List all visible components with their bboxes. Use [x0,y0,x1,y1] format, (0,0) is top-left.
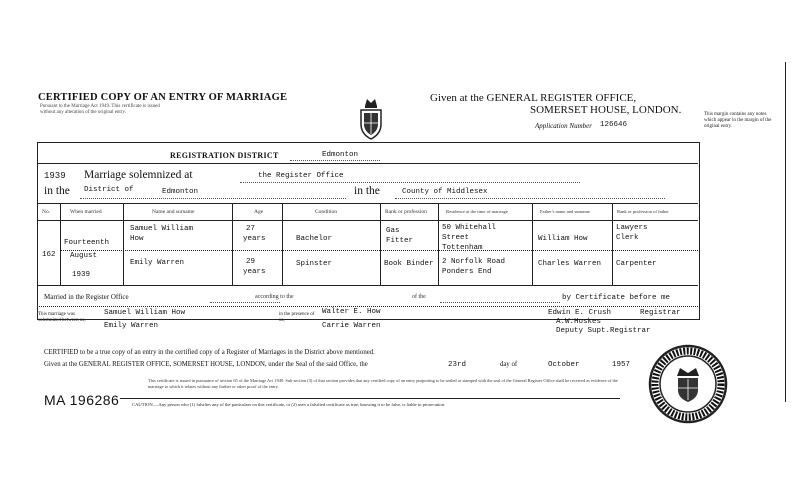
witness-2: Carrie Warren [322,322,381,330]
registration-district-value: Edmonton [322,151,359,159]
county-name: County of Middlesex [402,188,488,196]
bride-age-unit: years [243,268,266,276]
given-at-line1: Given at the GENERAL REGISTER OFFICE, [430,92,637,104]
col-header-no: No. [42,209,51,215]
registration-district-label: REGISTRATION DISTRICT [170,151,279,160]
caution-text: CAUTION.—Any person who (1) falsifies any of the particulars on this certificate, or (2) uses a falsified certificate as true, knowing it to be false, is liable to prosecution. [132,402,446,407]
col-header-name: Name and surname [152,209,195,215]
registrar-2-title: Deputy Supt.Registrar [556,327,651,335]
bride-residence-line2: Ponders End [442,268,492,276]
married-in: Married in the Register Office [44,293,129,301]
solemnized-label: Marriage solemnized at [84,169,193,181]
statutory-notice: Pursuant to the Marriage Act 1949. This certificate is issued without any alteration of the original entry. [40,104,160,115]
col-header-when-married: When married [70,209,102,215]
cert-year: 1957 [612,361,631,369]
col-header-condition: Condition [315,209,338,215]
bride-rank: Book Binder [384,260,434,268]
groom-residence-line3: Tottenham [442,244,483,252]
bride-name: Emily Warren [130,259,185,267]
witness-1: Walter E. How [322,308,381,316]
bride-residence-line1: 2 Norfolk Road [442,258,506,266]
certified-line: CERTIFIED to be a true copy of an entry in the certified copy of a Register of Marriages in the District above mentioned. [44,349,375,356]
cert-day: 23rd [448,361,467,369]
groom-residence-line2: Street [442,234,470,242]
groom-rank-line2: Fitter [386,237,414,245]
entry-number: 162 [42,251,56,259]
bride-age: 29 [246,258,256,266]
in-the-label: in the [44,185,70,197]
by-certificate: by Certificate before me [562,294,671,302]
cert-month: October [548,361,580,369]
groom-rank-line1: Gas [386,227,400,235]
bride-father-rank: Carpenter [616,260,657,268]
party-groom: Samuel William How [104,309,186,317]
col-header-father: Father's name and surname [540,209,590,214]
district-of-label: District of [84,186,134,194]
registrar-2: A.W.Hoskes [556,318,602,326]
given-under-seal: Given at the GENERAL REGISTER OFFICE, SOMERSET HOUSE, LONDON, under the Seal of the said Office, the [44,361,368,368]
date-year: 1939 [72,271,91,279]
groom-father-rank-line1: Lawyers [616,224,648,232]
groom-condition: Bachelor [296,235,333,243]
serial-number: MA 196286 [44,392,120,408]
between-label: This marriage was solemnized between us, [38,312,86,323]
registrar-1: Edwin E. Crush [548,309,612,317]
registrar-1-title: Registrar [640,309,681,317]
bride-condition: Spinster [296,260,333,268]
date-month: August [70,252,98,260]
party-bride: Emily Warren [104,322,159,330]
groom-age: 27 [246,225,256,233]
solemnized-place: the Register Office [258,172,344,180]
application-number: 126646 [600,121,628,129]
groom-father-rank-line2: Clerk [616,234,639,242]
marriage-year: 1939 [44,171,66,181]
col-header-father-rank: Rank or profession of father [617,209,669,214]
bride-father: Charles Warren [538,260,602,268]
of-the: of the [412,294,426,300]
col-header-residence: Residence at the time of marriage [446,209,508,214]
groom-name-line1: Samuel William [130,225,194,233]
in-the-label-2: in the [354,185,380,197]
certificate-title: CERTIFIED COPY OF AN ENTRY OF MARRIAGE [38,92,288,103]
according-to: according to the [255,294,294,300]
fine-print: This certificate is issued in pursuance of section 65 of the Marriage Act 1949. Sub-section (3) of that section provides that any certified copy of an entry purporting to be sealed or stamped with the seal of the General Register Office shall be received as evidence of the marriage to which it relates without any further or other proof of the entry. [148,378,618,389]
cert-day-of: day of [500,361,518,368]
groom-father: William How [538,235,588,243]
groom-residence-line1: 50 Whitehall [442,224,497,232]
royal-crest-icon [356,96,386,142]
district-name: Edmonton [162,188,199,196]
groom-age-unit: years [243,235,266,243]
col-header-age: Age [254,209,264,215]
given-at-line2: SOMERSET HOUSE, LONDON. [530,104,682,116]
groom-name-line2: How [130,235,144,243]
general-register-office-seal-icon [647,344,729,424]
presence-label: in the presence of us, [279,312,315,323]
margin-note: This margin contains any notes which appear in the margin of the original entry. [704,112,772,129]
date-day: Fourteenth [64,239,110,247]
application-label: Application Number [535,122,592,130]
col-header-rank: Rank or profession [385,209,427,215]
